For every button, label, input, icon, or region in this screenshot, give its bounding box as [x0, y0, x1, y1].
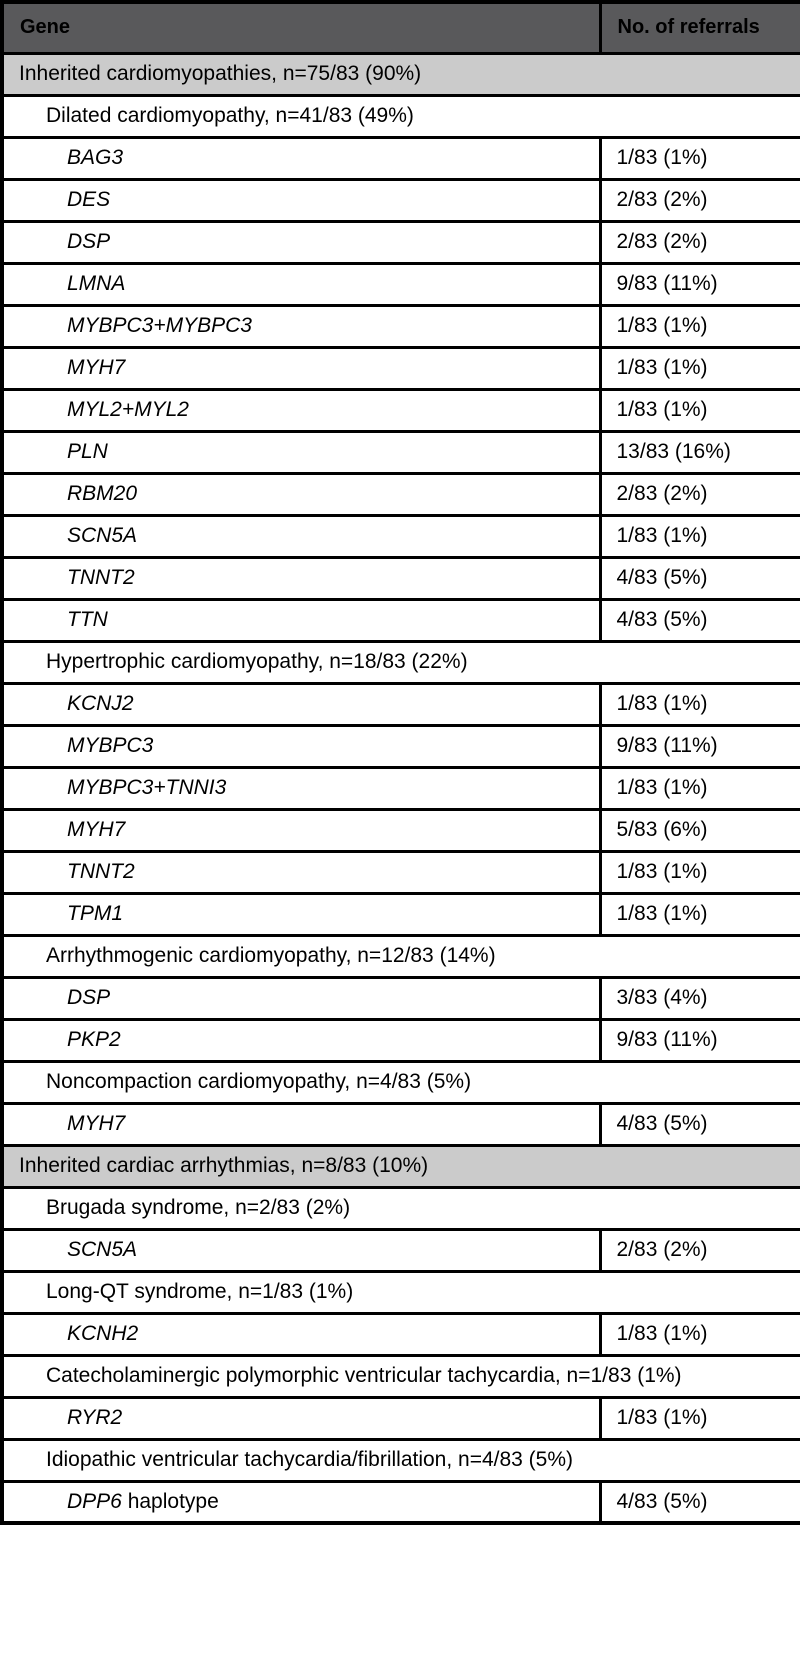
referrals-value-cell: 1/83 (1%) — [600, 1313, 800, 1355]
referrals-value-cell: 4/83 (5%) — [600, 1103, 800, 1145]
subsection-row — [2, 1271, 800, 1313]
subsection-label: Arrhythmogenic cardiomyopathy, n=12/83 (14%) — [2, 935, 800, 977]
gene-row — [2, 515, 800, 557]
gene-name: MYBPC3 — [67, 734, 154, 757]
subsection-row — [2, 935, 800, 977]
gene-row — [2, 179, 800, 221]
gene-name: TPM1 — [67, 902, 124, 925]
gene-row — [2, 1397, 800, 1439]
gene-name: TNNT2 — [67, 860, 135, 883]
gene-cell — [2, 179, 600, 221]
gene-row — [2, 347, 800, 389]
gene-row — [2, 683, 800, 725]
gene-cell — [2, 137, 600, 179]
subsection-label: Dilated cardiomyopathy, n=41/83 (49%) — [2, 95, 800, 137]
gene-name: DSP — [67, 986, 111, 1009]
gene-cell — [2, 599, 600, 641]
gene-name: PKP2 — [67, 1028, 121, 1051]
referrals-value-cell: 1/83 (1%) — [600, 137, 800, 179]
gene-row — [2, 473, 800, 515]
gene-row — [2, 431, 800, 473]
gene-cell — [2, 809, 600, 851]
gene-cell — [2, 1229, 600, 1271]
gene-row — [2, 977, 800, 1019]
gene-cell — [2, 1103, 600, 1145]
subsection-label: Long-QT syndrome, n=1/83 (1%) — [2, 1271, 800, 1313]
gene-row — [2, 599, 800, 641]
gene-name: PLN — [67, 440, 108, 463]
gene-cell — [2, 851, 600, 893]
referrals-value-cell: 5/83 (6%) — [600, 809, 800, 851]
gene-row — [2, 305, 800, 347]
gene-cell — [2, 389, 600, 431]
gene-cell — [2, 431, 600, 473]
gene-name: RYR2 — [67, 1406, 123, 1429]
gene-cell — [2, 725, 600, 767]
gene-name: RBM20 — [67, 482, 138, 505]
gene-name: BAG3 — [67, 146, 124, 169]
header-row — [2, 2, 800, 53]
referrals-value-cell: 9/83 (11%) — [600, 1019, 800, 1061]
referrals-value-cell: 4/83 (5%) — [600, 599, 800, 641]
gene-name: LMNA — [67, 272, 126, 295]
subsection-row — [2, 1355, 800, 1397]
referrals-value-cell: 1/83 (1%) — [600, 893, 800, 935]
referrals-value-cell: 2/83 (2%) — [600, 221, 800, 263]
gene-name: DSP — [67, 230, 111, 253]
gene-row — [2, 389, 800, 431]
table-body — [2, 53, 800, 1523]
subsection-row — [2, 1439, 800, 1481]
referrals-value-cell: 1/83 (1%) — [600, 515, 800, 557]
gene-name: MYH7 — [67, 1112, 126, 1135]
column-header-referrals: No. of referrals — [600, 2, 800, 53]
gene-row — [2, 767, 800, 809]
gene-row — [2, 1313, 800, 1355]
referrals-value-cell: 1/83 (1%) — [600, 851, 800, 893]
referrals-value-cell: 3/83 (4%) — [600, 977, 800, 1019]
subsection-row — [2, 1187, 800, 1229]
gene-row — [2, 1103, 800, 1145]
gene-cell — [2, 515, 600, 557]
gene-row — [2, 557, 800, 599]
gene-name: MYH7 — [67, 818, 126, 841]
gene-cell — [2, 305, 600, 347]
gene-row — [2, 1229, 800, 1271]
column-header-gene: Gene — [2, 2, 600, 53]
gene-row — [2, 1019, 800, 1061]
gene-name: MYBPC3+MYBPC3 — [67, 314, 252, 337]
referrals-value-cell: 13/83 (16%) — [600, 431, 800, 473]
referrals-value-cell: 1/83 (1%) — [600, 767, 800, 809]
gene-cell — [2, 767, 600, 809]
subsection-row — [2, 641, 800, 683]
gene-name: TTN — [67, 608, 108, 631]
gene-row — [2, 725, 800, 767]
gene-name: DES — [67, 188, 111, 211]
section-label: Inherited cardiomyopathies, n=75/83 (90%) — [2, 53, 800, 95]
gene-row — [2, 263, 800, 305]
gene-row — [2, 809, 800, 851]
gene-row — [2, 137, 800, 179]
gene-cell — [2, 1397, 600, 1439]
gene-cell — [2, 263, 600, 305]
gene-row — [2, 851, 800, 893]
gene-cell — [2, 1313, 600, 1355]
referrals-value-cell: 2/83 (2%) — [600, 473, 800, 515]
gene-name: DPP6 — [67, 1489, 122, 1513]
referrals-value-cell: 2/83 (2%) — [600, 179, 800, 221]
gene-name: KCNJ2 — [67, 692, 134, 715]
referrals-value-cell: 1/83 (1%) — [600, 683, 800, 725]
referrals-value-cell: 9/83 (11%) — [600, 263, 800, 305]
subsection-label: Idiopathic ventricular tachycardia/fibrillation, n=4/83 (5%) — [2, 1439, 800, 1481]
gene-name: MYBPC3+TNNI3 — [67, 776, 227, 799]
referrals-value-cell: 9/83 (11%) — [600, 725, 800, 767]
subsection-label: Hypertrophic cardiomyopathy, n=18/83 (22%) — [2, 641, 800, 683]
gene-name: MYH7 — [67, 356, 126, 379]
gene-cell — [2, 1481, 600, 1523]
subsection-label: Brugada syndrome, n=2/83 (2%) — [2, 1187, 800, 1229]
gene-cell — [2, 221, 600, 263]
subsection-label: Catecholaminergic polymorphic ventricular tachycardia, n=1/83 (1%) — [2, 1355, 800, 1397]
gene-name: KCNH2 — [67, 1322, 139, 1345]
gene-cell — [2, 473, 600, 515]
subsection-label: Noncompaction cardiomyopathy, n=4/83 (5%) — [2, 1061, 800, 1103]
gene-cell — [2, 557, 600, 599]
subsection-row — [2, 1061, 800, 1103]
referrals-value-cell: 4/83 (5%) — [600, 1481, 800, 1523]
referrals-value-cell: 1/83 (1%) — [600, 305, 800, 347]
gene-cell — [2, 347, 600, 389]
subsection-row — [2, 95, 800, 137]
gene-cell — [2, 1019, 600, 1061]
gene-cell — [2, 977, 600, 1019]
gene-suffix: haplotype — [121, 1489, 219, 1513]
gene-name: SCN5A — [67, 524, 138, 547]
gene-name: TNNT2 — [67, 566, 135, 589]
referrals-value-cell: 2/83 (2%) — [600, 1229, 800, 1271]
referrals-value-cell: 4/83 (5%) — [600, 557, 800, 599]
section-label: Inherited cardiac arrhythmias, n=8/83 (10%) — [2, 1145, 800, 1187]
gene-cell — [2, 683, 600, 725]
gene-cell — [2, 893, 600, 935]
gene-row — [2, 1481, 800, 1523]
gene-row — [2, 893, 800, 935]
gene-name: MYL2+MYL2 — [67, 398, 189, 421]
gene-name: SCN5A — [67, 1238, 138, 1261]
gene-row — [2, 221, 800, 263]
section-row — [2, 53, 800, 95]
referrals-value-cell: 1/83 (1%) — [600, 389, 800, 431]
referrals-value-cell: 1/83 (1%) — [600, 347, 800, 389]
referrals-value-cell: 1/83 (1%) — [600, 1397, 800, 1439]
section-row — [2, 1145, 800, 1187]
